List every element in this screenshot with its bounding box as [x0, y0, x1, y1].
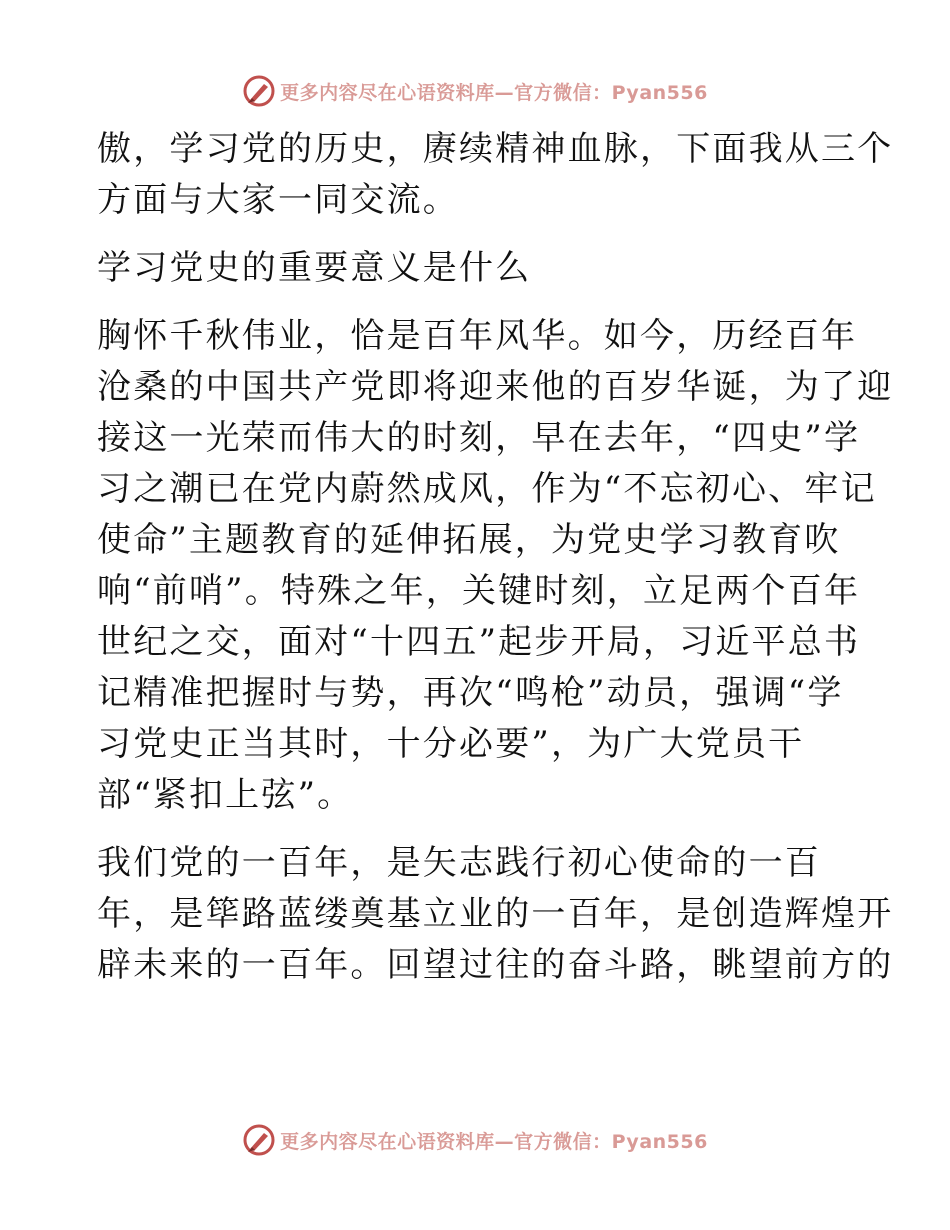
watermark-text: 更多内容尽在心语资料库—官方微信：Pyan556: [280, 81, 708, 104]
text-line: 响“前哨”。特殊之年，关键时刻，立足两个百年: [97, 571, 861, 611]
text-line: 记精准把握时与势，再次“鸣枪”动员，强调“学: [97, 673, 844, 713]
watermark-footer: [0, 1120, 950, 1160]
text-line: 傲，学习党的历史，赓续精神血脉，下面我从三个: [97, 129, 894, 169]
text-line: 沧桑的中国共产党即将迎来他的百岁华诞，为了迎: [97, 367, 894, 407]
watermark-header: [0, 71, 950, 111]
text-line: 我们党的一百年，是矢志践行初心使命的一百: [97, 843, 821, 883]
text-line: 辟未来的一百年。回望过往的奋斗路，眺望前方的: [97, 945, 894, 985]
text-line: 世纪之交，面对“十四五”起步开局，习近平总书: [97, 622, 861, 662]
paragraph: [97, 838, 894, 991]
text-line: 部“紧扣上弦”。: [97, 775, 354, 815]
text-line: 学习党史的重要意义是什么: [97, 248, 532, 288]
text-line: 方面与大家一同交流。: [97, 180, 459, 220]
paragraph: [97, 311, 894, 821]
text-line: 年，是筚路蓝缕奠基立业的一百年，是创造辉煌开: [97, 894, 894, 934]
text-line: 使命”主题教育的延伸拓展，为党史学习教育吹: [97, 520, 841, 560]
text-line: 接这一光荣而伟大的时刻，早在去年，“四史”学: [97, 418, 861, 458]
text-line: 习之潮已在党内蔚然成风，作为“不忘初心、牢记: [97, 469, 877, 509]
paragraph: [97, 124, 894, 226]
text-line: 习党史正当其时，十分必要”，为广大党员干: [97, 724, 805, 764]
document-body: [97, 124, 894, 1008]
text-line: 胸怀千秋伟业，恰是百年风华。如今，历经百年: [97, 316, 858, 356]
section-heading: [97, 243, 857, 294]
pen-logo-icon: [242, 74, 276, 108]
pen-logo-icon: [242, 1123, 276, 1157]
watermark-text: 更多内容尽在心语资料库—官方微信：Pyan556: [280, 1130, 708, 1153]
